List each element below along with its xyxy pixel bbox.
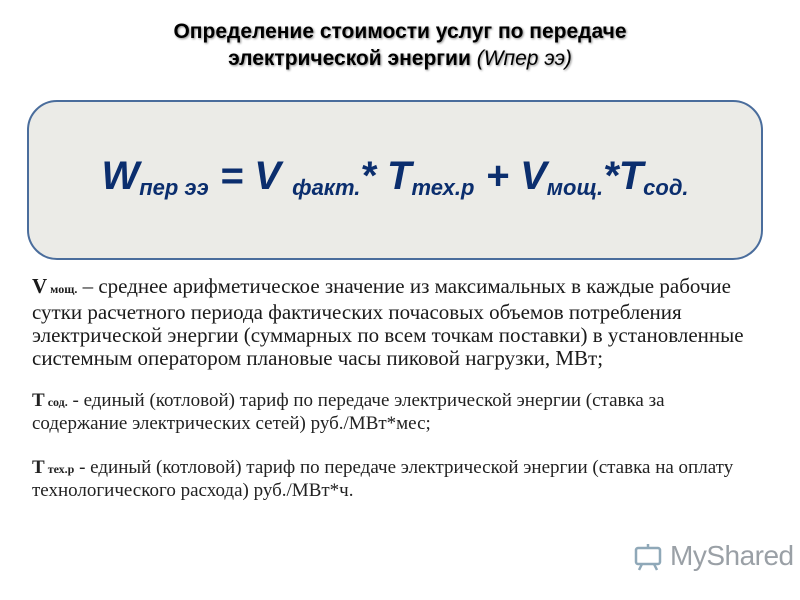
slide-title-line2 (0, 45, 800, 72)
formula (29, 152, 761, 212)
formula-t-sod-sub: сод. (643, 175, 689, 200)
definitions (32, 275, 762, 502)
formula-t-tech-sub: тех.р (411, 175, 475, 200)
slide-title-line1: Определение стоимости услуг по передаче (173, 20, 627, 43)
formula-v-mosh-sub: мощ. (546, 175, 604, 200)
formula-w: W (101, 154, 140, 198)
definition-v-mosh (32, 275, 762, 370)
definition-t-tech (32, 457, 762, 502)
definition-text: – среднее арифметическое значение из максимальных в каждые рабочие сутки расчетного периода фактических почасовых объемов потребления электрической энергии (суммарных по всем точкам поставки) в установленные системным оператором плановые часы пиковой нагрузки, МВт; (32, 274, 744, 370)
definition-symbol-sub: сод. (44, 395, 68, 409)
formula-w-sub: пер ээ (139, 175, 209, 200)
slide-title-main: электрической энергии (228, 47, 477, 70)
definition-symbol (32, 390, 68, 411)
definition-symbol-letter: V (32, 274, 48, 298)
formula-times1: * T (360, 154, 412, 198)
formula-eq: = V (208, 154, 293, 198)
definition-symbol-letter: T (32, 390, 45, 411)
definition-text: - единый (котловой) тариф по передаче электрической энергии (ставка за содержание электрических сетей) руб./МВт*мес; (32, 390, 665, 434)
definition-symbol-sub: тех.р (44, 462, 75, 476)
definition-symbol-letter: T (32, 457, 45, 478)
slide-title (0, 18, 800, 72)
definition-text: - единый (котловой) тариф по передаче электрической энергии (ставка на оплату технологического расхода) руб./МВт*ч. (32, 457, 734, 501)
formula-v-fact-sub: факт. (292, 175, 361, 200)
formula-times2: *T (603, 154, 644, 198)
formula-plus: + V (474, 154, 547, 198)
slide-title-italic: (Wпер ээ) (476, 47, 572, 70)
watermark (632, 538, 794, 574)
watermark-brand: MyShared (670, 540, 794, 571)
myshared-logo-icon (632, 540, 664, 572)
definition-t-sod (32, 390, 762, 435)
definition-symbol (32, 274, 77, 298)
formula-box (27, 100, 763, 260)
definition-symbol (32, 457, 74, 478)
definition-symbol-sub: мощ. (47, 282, 78, 296)
